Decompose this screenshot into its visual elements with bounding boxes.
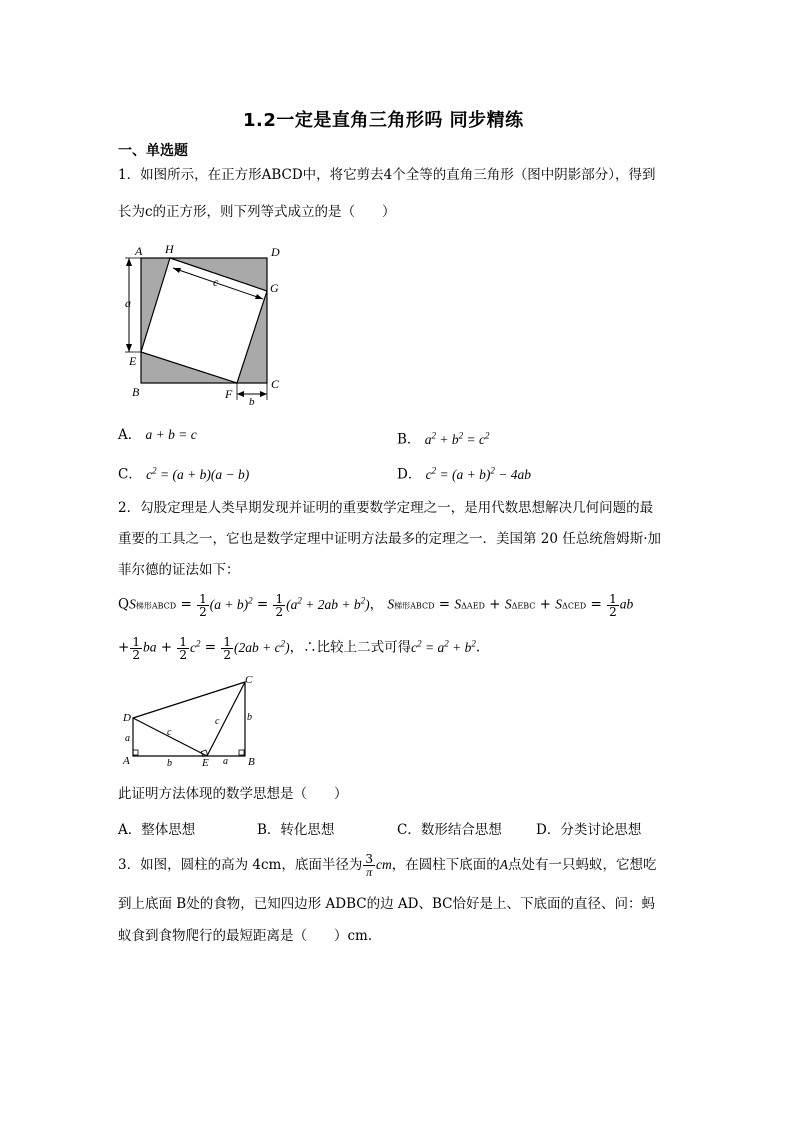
label-a-left: a	[125, 733, 130, 744]
section-heading: 一、单选题	[118, 143, 188, 159]
label-A: A	[123, 755, 130, 767]
label-c: c	[213, 275, 219, 289]
label-H: H	[165, 242, 174, 256]
label-C: C	[245, 674, 253, 686]
q1-option-a[interactable]: A． a + b = c	[118, 427, 197, 443]
label-F: F	[225, 387, 233, 401]
page-title: 1.2一定是直角三角形吗 同步精练	[243, 110, 524, 131]
label-a-bottom: a	[223, 756, 228, 767]
q2-option-a[interactable]: A．整体思想	[118, 822, 196, 838]
q1-line2: 长为c的正方形，则下列等式成立的是（ ）	[118, 204, 396, 220]
label-D: D	[123, 712, 131, 724]
label-A: A	[135, 244, 143, 258]
q2-line3: 菲尔德的证法如下：	[118, 562, 240, 578]
option-a-expr: a + b = c	[145, 427, 197, 442]
label-c-right: c	[215, 716, 220, 727]
q2-question: 此证明方法体现的数学思想是（ ）	[118, 786, 348, 802]
q1-square-figure	[115, 240, 295, 410]
label-D: D	[271, 245, 280, 259]
q3-line2: 到上底面 B处的食物，已知四边形 ADBC的边 AD、BC恰好是上、下底面的直径、问：蚂	[118, 896, 655, 912]
q1-option-d[interactable]: D． $c^2 = (a + b)^2 - 4ab$	[397, 465, 531, 483]
q2-option-b[interactable]: B．转化思想	[257, 822, 335, 838]
q2-option-d[interactable]: D．分类讨论思想	[536, 822, 642, 838]
q3-line1: 3．如图，圆柱的高为 4cm，底面半径为 $\frac{3}{\pi}$ cm，在圆柱下底面的A点处有一只蚂蚁，它想吃	[118, 852, 657, 879]
q1-option-b[interactable]: B． $a^2 + b^2 = c^2$	[397, 430, 490, 448]
q2-formula-line2: + $\frac{1}{2}$ ba + $\frac{1}{2}$ $c^2$ = $\frac{1}{2}$ $(2ab + c^2)$，∴比较上二式可得$c^2 = a^2 + b^2$.	[118, 634, 481, 662]
label-E: E	[202, 757, 209, 769]
label-E: E	[129, 354, 137, 368]
trapezoid	[133, 682, 245, 756]
q2-formula-line1: QS梯形ABCD = $\frac{1}{2}$ $(a + b)^2$ = $\frac{1}{2}$ $(a^2 + 2ab + b^2)$， S梯形ABCD = SΔAED + SΔEBC + SΔCED = $\frac{1}{2}$ ab	[118, 591, 634, 619]
label-B: B	[132, 385, 140, 399]
label-C: C	[271, 377, 280, 391]
label-c-left: c	[167, 727, 172, 738]
q2-line2: 重要的工具之一，它也是数学定理中证明方法最多的定理之一．美国第 20 任总统詹姆斯·加	[118, 531, 662, 547]
q1-option-c[interactable]: C． $c^2 = (a + b)(a - b)$	[118, 465, 250, 483]
q2-line1: 2．勾股定理是人类早期发现并证明的重要数学定理之一，是用代数思想解决几何问题的最	[118, 500, 654, 516]
label-b: b	[249, 396, 255, 408]
q2-option-c[interactable]: C．数形结合思想	[397, 822, 502, 838]
q1-line1: 1．如图所示，在正方形ABCD中，将它剪去4个全等的直角三角形（图中阴影部分），得到	[118, 167, 656, 183]
label-B: B	[248, 756, 255, 768]
q3-line3: 蚁食到食物爬行的最短距离是（ ）cm.	[118, 928, 373, 944]
q2-trapezoid-figure	[115, 670, 275, 770]
label-G: G	[270, 281, 279, 295]
label-a: a	[125, 296, 131, 310]
label-b-right: b	[247, 712, 252, 723]
label-b-bottom: b	[167, 758, 172, 769]
